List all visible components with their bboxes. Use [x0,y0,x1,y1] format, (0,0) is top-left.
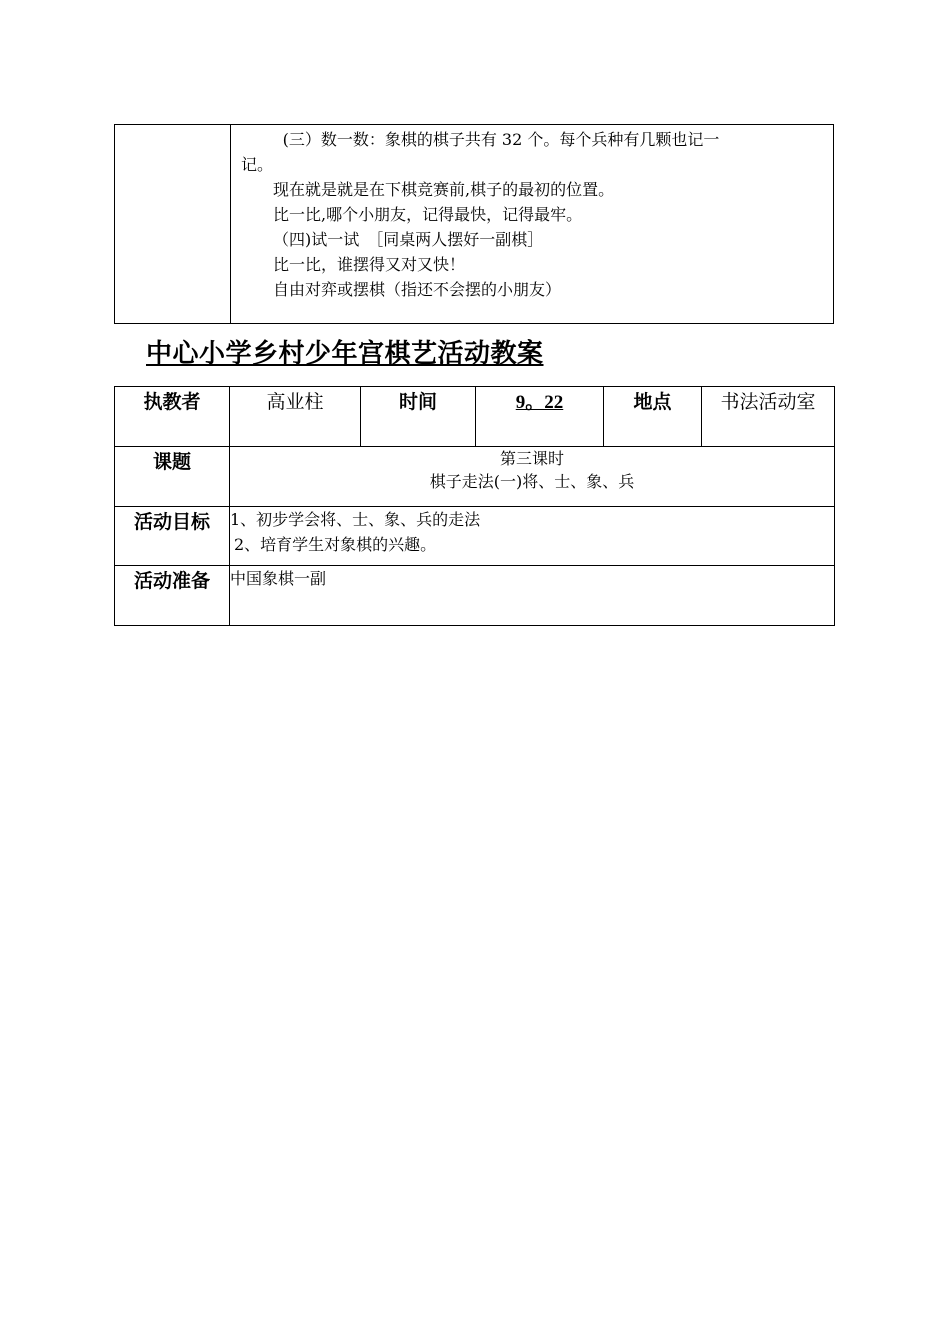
time-label: 时间 [361,387,476,447]
content-line: 比一比,哪个小朋友，记得最快，记得最牢。 [273,205,583,224]
lesson-plan-table [114,386,835,626]
topic-cell [230,447,835,507]
goal-item: 1、初步学会将、士、象、兵的走法 [230,510,481,529]
topic-label: 课题 [115,447,230,507]
goals-label: 活动目标 [115,507,230,566]
continuation-content-cell [231,125,834,324]
content-line: （四)试一试 ［同桌两人摆好一副棋］ [273,230,544,249]
content-line: (三）数一数：象棋的棋子共有 32 个。每个兵种有几颗也记一 [282,130,720,149]
continuation-label-cell [115,125,231,324]
content-line: 记。 [241,155,274,174]
teacher-label: 执教者 [115,387,230,447]
teacher-value: 高业柱 [230,387,361,447]
goals-cell [230,507,835,566]
content-line: 自由对弈或摆棋（指还不会摆的小朋友） [273,280,562,299]
prep-cell [230,566,835,626]
continuation-table [114,124,834,324]
place-value: 书法活动室 [702,387,835,447]
prep-value: 中国象棋一副 [230,569,327,588]
time-value: 9。22 [476,387,604,447]
prep-label: 活动准备 [115,566,230,626]
content-line: 现在就是就是在下棋竞赛前,棋子的最初的位置。 [273,180,615,199]
topic-line: 棋子走法(一)将、士、象、兵 [429,472,635,491]
place-label: 地点 [604,387,702,447]
goal-item: 2、培育学生对象棋的兴趣。 [234,535,437,554]
topic-line: 第三课时 [499,449,564,468]
page-title: 中心小学乡村少年宫棋艺活动教案 [146,339,544,369]
content-line: 比一比，谁摆得又对又快！ [273,255,466,274]
